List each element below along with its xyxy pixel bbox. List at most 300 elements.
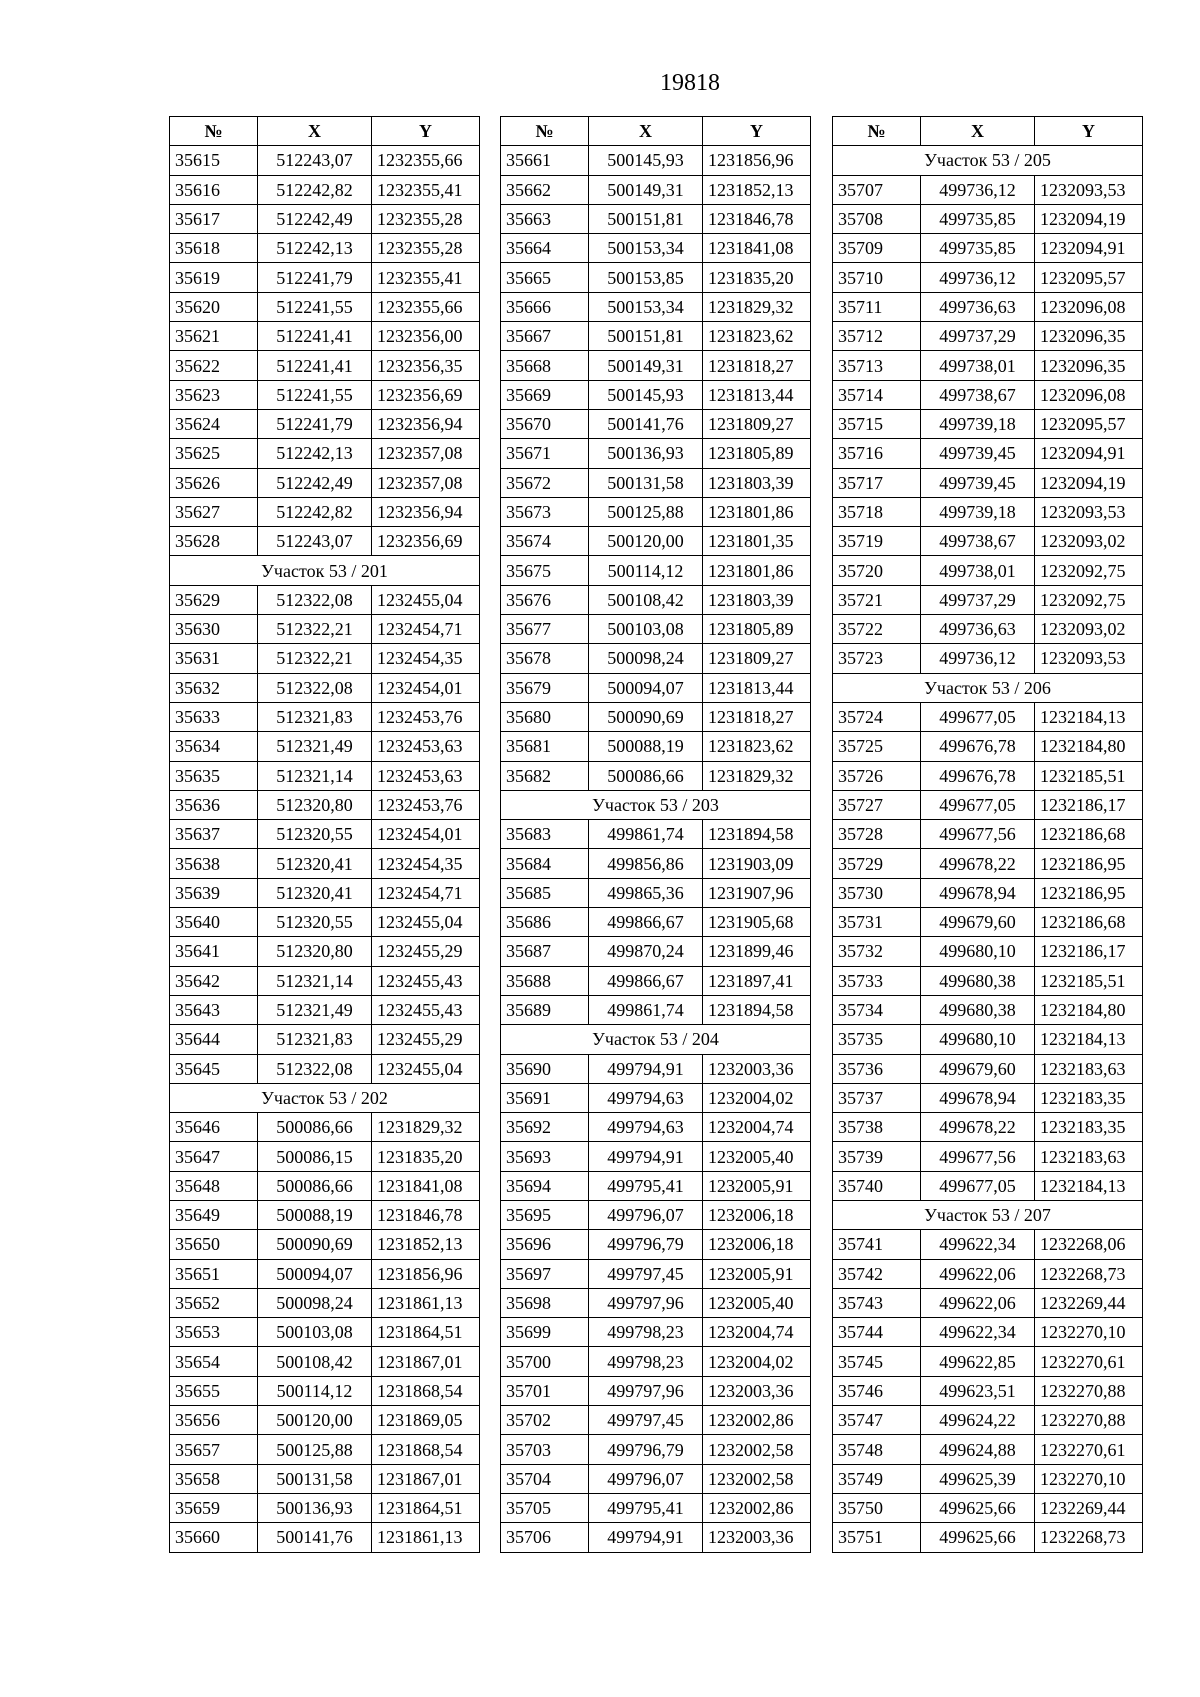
table-row [833,351,1143,380]
table-row [833,527,1143,556]
y-coordinate-cell: 1231818,27 [703,351,811,380]
y-coordinate-cell: 1231818,27 [703,702,811,731]
table-row [833,644,1143,673]
x-coordinate-cell: 499794,91 [589,1142,703,1171]
x-coordinate-cell: 512322,21 [258,644,372,673]
table-row [501,234,811,263]
table-row [833,1406,1143,1435]
header-x: X [258,117,372,146]
point-number-cell: 35638 [170,849,258,878]
x-coordinate-cell: 500120,00 [258,1406,372,1435]
x-coordinate-cell: 500136,93 [589,439,703,468]
y-coordinate-cell: 1232454,35 [372,644,480,673]
point-number-cell: 35736 [833,1054,921,1083]
y-coordinate-cell: 1232455,04 [372,585,480,614]
table-row [833,1025,1143,1054]
table-row [170,761,480,790]
x-coordinate-cell: 512242,13 [258,439,372,468]
point-number-cell: 35691 [501,1083,589,1112]
point-number-cell: 35678 [501,644,589,673]
table-row [501,556,811,585]
point-number-cell: 35616 [170,175,258,204]
y-coordinate-cell: 1232186,95 [1035,849,1143,878]
point-number-cell: 35624 [170,409,258,438]
x-coordinate-cell: 499796,79 [589,1435,703,1464]
point-number-cell: 35731 [833,908,921,937]
y-coordinate-cell: 1232270,61 [1035,1435,1143,1464]
table-row [833,1259,1143,1288]
y-coordinate-cell: 1231846,78 [372,1200,480,1229]
x-coordinate-cell: 499795,41 [589,1493,703,1522]
table-row [833,1171,1143,1200]
x-coordinate-cell: 499856,86 [589,849,703,878]
table-row [170,908,480,937]
point-number-cell: 35666 [501,292,589,321]
y-coordinate-cell: 1232268,73 [1035,1259,1143,1288]
table-row [170,585,480,614]
x-coordinate-cell: 500153,85 [589,263,703,292]
table-row [170,1493,480,1522]
table-row [501,1523,811,1552]
y-coordinate-cell: 1232356,69 [372,380,480,409]
x-coordinate-cell: 500086,66 [589,761,703,790]
x-coordinate-cell: 500145,93 [589,146,703,175]
x-coordinate-cell: 512241,55 [258,292,372,321]
y-coordinate-cell: 1231835,20 [372,1142,480,1171]
x-coordinate-cell: 500090,69 [589,702,703,731]
table-row [833,1230,1143,1259]
y-coordinate-cell: 1232184,80 [1035,732,1143,761]
section-title: Участок 53 / 201 [170,556,480,585]
x-coordinate-cell: 499622,06 [921,1259,1035,1288]
point-number-cell: 35671 [501,439,589,468]
point-number-cell: 35627 [170,497,258,526]
table-row [501,732,811,761]
table-row [501,1171,811,1200]
y-coordinate-cell: 1232186,68 [1035,820,1143,849]
table-header-row [501,117,811,146]
point-number-cell: 35652 [170,1288,258,1317]
y-coordinate-cell: 1231801,86 [703,497,811,526]
x-coordinate-cell: 499736,63 [921,615,1035,644]
x-coordinate-cell: 499676,78 [921,761,1035,790]
point-number-cell: 35703 [501,1435,589,1464]
table-row [501,585,811,614]
point-number-cell: 35647 [170,1142,258,1171]
point-number-cell: 35734 [833,995,921,1024]
point-number-cell: 35718 [833,497,921,526]
table-row [501,1464,811,1493]
point-number-cell: 35629 [170,585,258,614]
table-row [501,204,811,233]
x-coordinate-cell: 499794,63 [589,1113,703,1142]
x-coordinate-cell: 512322,08 [258,585,372,614]
y-coordinate-cell: 1232093,02 [1035,615,1143,644]
point-number-cell: 35645 [170,1054,258,1083]
y-coordinate-cell: 1232006,18 [703,1200,811,1229]
y-coordinate-cell: 1232005,40 [703,1142,811,1171]
y-coordinate-cell: 1232184,13 [1035,1171,1143,1200]
table-row [170,204,480,233]
x-coordinate-cell: 499798,23 [589,1347,703,1376]
table-row [170,1142,480,1171]
point-number-cell: 35743 [833,1288,921,1317]
y-coordinate-cell: 1232096,08 [1035,292,1143,321]
y-coordinate-cell: 1232454,01 [372,673,480,702]
point-number-cell: 35634 [170,732,258,761]
x-coordinate-cell: 499680,10 [921,937,1035,966]
table-row [170,527,480,556]
point-number-cell: 35741 [833,1230,921,1259]
table-row [501,527,811,556]
table-row [501,439,811,468]
x-coordinate-cell: 499624,22 [921,1406,1035,1435]
y-coordinate-cell: 1231897,41 [703,966,811,995]
x-coordinate-cell: 499797,96 [589,1376,703,1405]
x-coordinate-cell: 499678,94 [921,1083,1035,1112]
point-number-cell: 35710 [833,263,921,292]
point-number-cell: 35622 [170,351,258,380]
point-number-cell: 35620 [170,292,258,321]
y-coordinate-cell: 1232183,63 [1035,1054,1143,1083]
point-number-cell: 35746 [833,1376,921,1405]
point-number-cell: 35716 [833,439,921,468]
point-number-cell: 35690 [501,1054,589,1083]
table-row [501,263,811,292]
y-coordinate-cell: 1232005,40 [703,1288,811,1317]
point-number-cell: 35705 [501,1493,589,1522]
table-row [170,263,480,292]
y-coordinate-cell: 1231846,78 [703,204,811,233]
y-coordinate-cell: 1232268,73 [1035,1523,1143,1552]
point-number-cell: 35725 [833,732,921,761]
table-row [170,1376,480,1405]
x-coordinate-cell: 500153,34 [589,292,703,321]
x-coordinate-cell: 500145,93 [589,380,703,409]
table-row [501,1493,811,1522]
point-number-cell: 35630 [170,615,258,644]
table-row [501,1318,811,1347]
x-coordinate-cell: 499796,07 [589,1464,703,1493]
table-row [501,146,811,175]
section-header-row [833,1200,1143,1229]
point-number-cell: 35618 [170,234,258,263]
table-row [833,908,1143,937]
x-coordinate-cell: 512241,41 [258,351,372,380]
y-coordinate-cell: 1232356,94 [372,409,480,438]
x-coordinate-cell: 499797,45 [589,1259,703,1288]
x-coordinate-cell: 499866,67 [589,966,703,995]
x-coordinate-cell: 512321,83 [258,1025,372,1054]
x-coordinate-cell: 500131,58 [258,1464,372,1493]
y-coordinate-cell: 1232096,35 [1035,322,1143,351]
y-coordinate-cell: 1231894,58 [703,820,811,849]
point-number-cell: 35715 [833,409,921,438]
page-number: 19818 [660,70,720,96]
x-coordinate-cell: 499739,45 [921,439,1035,468]
table-row [833,292,1143,321]
y-coordinate-cell: 1232005,91 [703,1171,811,1200]
x-coordinate-cell: 512321,83 [258,702,372,731]
point-number-cell: 35701 [501,1376,589,1405]
y-coordinate-cell: 1232268,06 [1035,1230,1143,1259]
table-row [170,380,480,409]
y-coordinate-cell: 1232096,08 [1035,380,1143,409]
table-row [501,380,811,409]
x-coordinate-cell: 512320,55 [258,908,372,937]
point-number-cell: 35617 [170,204,258,233]
point-number-cell: 35707 [833,175,921,204]
y-coordinate-cell: 1232095,57 [1035,263,1143,292]
table-row [170,1435,480,1464]
x-coordinate-cell: 512241,55 [258,380,372,409]
table-row [170,1523,480,1552]
x-coordinate-cell: 499738,67 [921,527,1035,556]
header-y: Y [703,117,811,146]
y-coordinate-cell: 1231809,27 [703,409,811,438]
x-coordinate-cell: 500125,88 [258,1435,372,1464]
table-row [833,790,1143,819]
point-number-cell: 35653 [170,1318,258,1347]
y-coordinate-cell: 1232183,35 [1035,1113,1143,1142]
point-number-cell: 35693 [501,1142,589,1171]
header-number: № [501,117,589,146]
point-number-cell: 35699 [501,1318,589,1347]
x-coordinate-cell: 500141,76 [589,409,703,438]
x-coordinate-cell: 499680,38 [921,966,1035,995]
y-coordinate-cell: 1232004,02 [703,1347,811,1376]
table-row [170,1113,480,1142]
x-coordinate-cell: 499795,41 [589,1171,703,1200]
x-coordinate-cell: 499625,39 [921,1464,1035,1493]
point-number-cell: 35696 [501,1230,589,1259]
y-coordinate-cell: 1232355,66 [372,146,480,175]
y-coordinate-cell: 1231905,68 [703,908,811,937]
table-row [501,292,811,321]
table-row [170,1288,480,1317]
section-header-row [833,146,1143,175]
point-number-cell: 35668 [501,351,589,380]
y-coordinate-cell: 1231861,13 [372,1288,480,1317]
section-title: Участок 53 / 206 [833,673,1143,702]
x-coordinate-cell: 512320,80 [258,790,372,819]
point-number-cell: 35692 [501,1113,589,1142]
point-number-cell: 35660 [170,1523,258,1552]
x-coordinate-cell: 499737,29 [921,585,1035,614]
y-coordinate-cell: 1232005,91 [703,1259,811,1288]
table-row [170,468,480,497]
x-coordinate-cell: 500088,19 [589,732,703,761]
y-coordinate-cell: 1232455,04 [372,1054,480,1083]
x-coordinate-cell: 499738,01 [921,351,1035,380]
point-number-cell: 35657 [170,1435,258,1464]
point-number-cell: 35686 [501,908,589,937]
header-number: № [833,117,921,146]
point-number-cell: 35694 [501,1171,589,1200]
table-row [833,1288,1143,1317]
x-coordinate-cell: 499794,63 [589,1083,703,1112]
x-coordinate-cell: 500153,34 [589,234,703,263]
y-coordinate-cell: 1232184,13 [1035,1025,1143,1054]
y-coordinate-cell: 1231805,89 [703,439,811,468]
x-coordinate-cell: 500094,07 [258,1259,372,1288]
x-coordinate-cell: 499677,56 [921,820,1035,849]
x-coordinate-cell: 499677,05 [921,790,1035,819]
point-number-cell: 35708 [833,204,921,233]
x-coordinate-cell: 512321,14 [258,761,372,790]
point-number-cell: 35717 [833,468,921,497]
y-coordinate-cell: 1232454,35 [372,849,480,878]
table-row [170,878,480,907]
table-row [501,1200,811,1229]
table-row [501,1288,811,1317]
y-coordinate-cell: 1232356,00 [372,322,480,351]
table-row [501,1230,811,1259]
y-coordinate-cell: 1231868,54 [372,1435,480,1464]
y-coordinate-cell: 1231841,08 [703,234,811,263]
y-coordinate-cell: 1231867,01 [372,1464,480,1493]
y-coordinate-cell: 1231903,09 [703,849,811,878]
x-coordinate-cell: 499865,36 [589,878,703,907]
point-number-cell: 35750 [833,1493,921,1522]
x-coordinate-cell: 499797,96 [589,1288,703,1317]
section-header-row [501,1025,811,1054]
point-number-cell: 35732 [833,937,921,966]
point-number-cell: 35739 [833,1142,921,1171]
x-coordinate-cell: 499680,38 [921,995,1035,1024]
x-coordinate-cell: 500094,07 [589,673,703,702]
point-number-cell: 35722 [833,615,921,644]
y-coordinate-cell: 1232186,17 [1035,790,1143,819]
header-y: Y [1035,117,1143,146]
y-coordinate-cell: 1232453,76 [372,790,480,819]
x-coordinate-cell: 499679,60 [921,1054,1035,1083]
x-coordinate-cell: 499798,23 [589,1318,703,1347]
y-coordinate-cell: 1231829,32 [703,761,811,790]
y-coordinate-cell: 1231856,96 [703,146,811,175]
x-coordinate-cell: 499870,24 [589,937,703,966]
x-coordinate-cell: 500098,24 [589,644,703,673]
table-row [833,1054,1143,1083]
table-row [501,1347,811,1376]
x-coordinate-cell: 500108,42 [258,1347,372,1376]
x-coordinate-cell: 500088,19 [258,1200,372,1229]
point-number-cell: 35745 [833,1347,921,1376]
y-coordinate-cell: 1232004,02 [703,1083,811,1112]
y-coordinate-cell: 1232184,13 [1035,702,1143,731]
table-row [501,702,811,731]
x-coordinate-cell: 500141,76 [258,1523,372,1552]
x-coordinate-cell: 499739,18 [921,409,1035,438]
point-number-cell: 35737 [833,1083,921,1112]
x-coordinate-cell: 499677,05 [921,702,1035,731]
point-number-cell: 35747 [833,1406,921,1435]
point-number-cell: 35651 [170,1259,258,1288]
point-number-cell: 35742 [833,1259,921,1288]
y-coordinate-cell: 1232453,63 [372,761,480,790]
x-coordinate-cell: 499678,22 [921,849,1035,878]
point-number-cell: 35685 [501,878,589,907]
y-coordinate-cell: 1232004,74 [703,1113,811,1142]
table-row [501,761,811,790]
table-row [501,878,811,907]
y-coordinate-cell: 1231803,39 [703,585,811,614]
y-coordinate-cell: 1231809,27 [703,644,811,673]
x-coordinate-cell: 500103,08 [258,1318,372,1347]
y-coordinate-cell: 1231805,89 [703,615,811,644]
x-coordinate-cell: 512320,41 [258,878,372,907]
y-coordinate-cell: 1231864,51 [372,1493,480,1522]
table-row [170,790,480,819]
table-row [833,1113,1143,1142]
coordinates-table-1 [169,116,480,1553]
x-coordinate-cell: 512242,49 [258,468,372,497]
point-number-cell: 35633 [170,702,258,731]
point-number-cell: 35711 [833,292,921,321]
point-number-cell: 35724 [833,702,921,731]
table-row [833,702,1143,731]
point-number-cell: 35729 [833,849,921,878]
y-coordinate-cell: 1232270,10 [1035,1318,1143,1347]
section-header-row [833,673,1143,702]
y-coordinate-cell: 1232455,29 [372,937,480,966]
table-row [833,585,1143,614]
x-coordinate-cell: 500108,42 [589,585,703,614]
y-coordinate-cell: 1231869,05 [372,1406,480,1435]
x-coordinate-cell: 512242,82 [258,497,372,526]
x-coordinate-cell: 499679,60 [921,908,1035,937]
point-number-cell: 35709 [833,234,921,263]
table-row [833,468,1143,497]
point-number-cell: 35674 [501,527,589,556]
x-coordinate-cell: 512322,08 [258,1054,372,1083]
y-coordinate-cell: 1232355,28 [372,204,480,233]
y-coordinate-cell: 1232003,36 [703,1523,811,1552]
x-coordinate-cell: 499678,22 [921,1113,1035,1142]
table-row [833,820,1143,849]
y-coordinate-cell: 1231867,01 [372,1347,480,1376]
header-y: Y [372,117,480,146]
table-row [833,966,1143,995]
x-coordinate-cell: 500086,66 [258,1171,372,1200]
x-coordinate-cell: 499676,78 [921,732,1035,761]
point-number-cell: 35642 [170,966,258,995]
y-coordinate-cell: 1231829,32 [372,1113,480,1142]
table-row [170,146,480,175]
point-number-cell: 35637 [170,820,258,849]
y-coordinate-cell: 1232184,80 [1035,995,1143,1024]
point-number-cell: 35720 [833,556,921,585]
x-coordinate-cell: 499796,07 [589,1200,703,1229]
table-row [170,322,480,351]
y-coordinate-cell: 1231823,62 [703,732,811,761]
point-number-cell: 35738 [833,1113,921,1142]
point-number-cell: 35721 [833,585,921,614]
table-row [170,1230,480,1259]
section-header-row [170,1083,480,1112]
y-coordinate-cell: 1232003,36 [703,1376,811,1405]
table-row [833,380,1143,409]
table-row [501,849,811,878]
table-row [170,292,480,321]
table-row [833,322,1143,351]
point-number-cell: 35676 [501,585,589,614]
table-row [833,204,1143,233]
x-coordinate-cell: 499797,45 [589,1406,703,1435]
y-coordinate-cell: 1232002,86 [703,1406,811,1435]
x-coordinate-cell: 499736,63 [921,292,1035,321]
x-coordinate-cell: 512321,49 [258,732,372,761]
